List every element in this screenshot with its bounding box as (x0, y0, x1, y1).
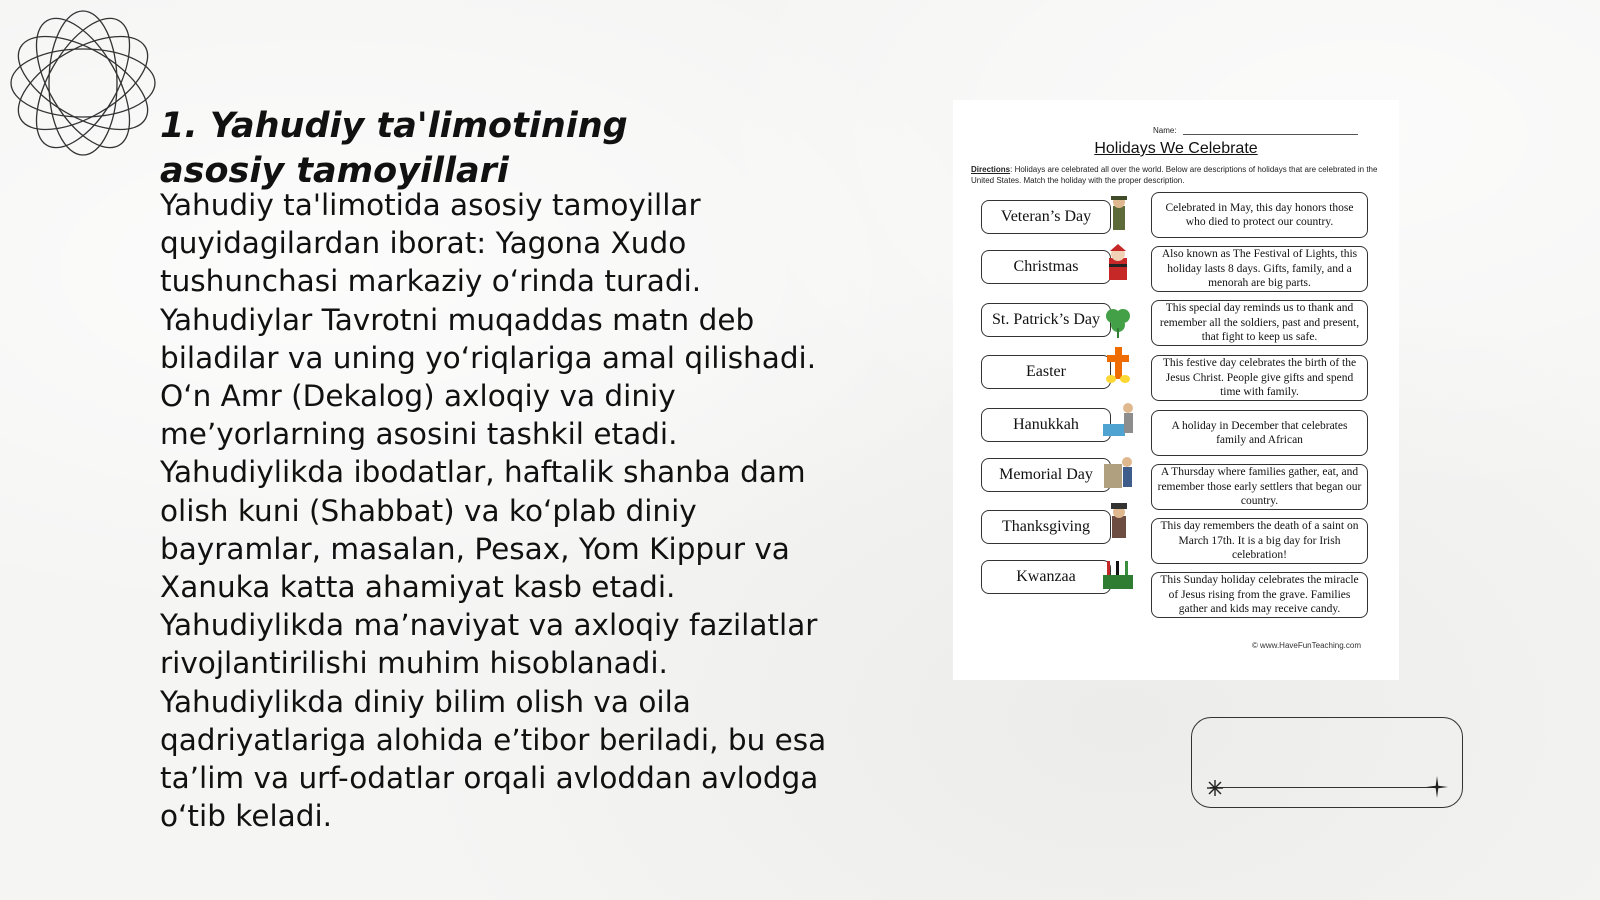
description-box: A holiday in December that celebrates family and African (1151, 410, 1368, 456)
description-box: This special day reminds us to thank and remember all the soldiers, past and present, that fight to keep us safe. (1151, 300, 1368, 346)
holiday-box: Hanukkah (981, 408, 1111, 442)
description-box: This day remembers the death of a saint on March 17th. It is a big day for Irish celebration! (1151, 518, 1368, 564)
soldier-icon (1101, 194, 1135, 234)
decorative-frame (1191, 717, 1463, 808)
worksheet-title: Holidays We Celebrate (1094, 140, 1258, 157)
description-box: Celebrated in May, this day honors those who died to protect our country. (1151, 192, 1368, 238)
holiday-box: Christmas (981, 250, 1111, 284)
pilgrim-icon (1101, 502, 1135, 542)
holiday-box: Memorial Day (981, 458, 1111, 492)
holiday-box: Veteran’s Day (981, 200, 1111, 234)
menorah-icon (1101, 400, 1135, 440)
holiday-box: Easter (981, 355, 1111, 389)
holiday-box: Kwanzaa (981, 560, 1111, 594)
worksheet-name-line (1183, 134, 1358, 135)
slide-body-text: Yahudiy ta'limotida asosiy tamoyillar quyidagilardan iborat: Yagona Xudo tushunchasi markaziy o‘rinda turadi. Yahudiylar Tavrotni muqaddas matn deb biladilar va uning yo‘riqlariga amal qilishadi. O‘n Amr (Dekalog) axloqiy va diniy me’yorlarning asosini tashkil etadi. Yahudiylikda ibodatlar, haftalik shanba dam olish kuni (Shabbat) va ko‘plab diniy bayramlar, masalan, Pesax, Yom Kippur va Xanuka katta ahamiyat kasb etadi. Yahudiylikda ma’naviyat va axloqiy fazilatlar rivojlantirilishi muhim hisoblanadi. Yahudiylikda diniy bilim olish va oila qadriyatlariga alohida e’tibor beriladi, bu esa ta’lim va urf-odatlar orqali avloddan avlodga o‘tib keladi. (160, 188, 827, 834)
memorial-icon (1101, 452, 1135, 492)
directions-text: : Holidays are celebrated all over the world. Below are descriptions of holidays that are celebrated in the United States. Match the holiday with the proper description. (971, 165, 1378, 185)
shamrock-icon (1101, 300, 1135, 340)
description-box: This festive day celebrates the birth of the Jesus Christ. People give gifts and spend time with family. (1151, 355, 1368, 401)
directions-label: Directions (971, 165, 1011, 174)
star-cross-icon (1426, 776, 1448, 798)
description-box: A Thursday where families gather, eat, and remember those early settlers that began our country. (1151, 464, 1368, 510)
worksheet-image (953, 100, 1399, 680)
sparkle-icon (1206, 779, 1224, 797)
easter-cross-icon (1101, 345, 1135, 385)
worksheet-footer: © www.HaveFunTeaching.com (1251, 641, 1361, 650)
worksheet-name-label: Name: (1153, 126, 1177, 135)
description-box: Also known as The Festival of Lights, this holiday lasts 8 days. Gifts, family, and a menorah are big parts. (1151, 246, 1368, 292)
spirograph-decoration (8, 8, 158, 158)
holiday-box: St. Patrick’s Day (981, 303, 1111, 337)
worksheet-directions (971, 164, 1381, 186)
kwanzaa-icon (1101, 555, 1135, 595)
slide-title: 1. Yahudiy ta'limotining asosiy tamoyillari (160, 106, 628, 191)
holiday-box: Thanksgiving (981, 510, 1111, 544)
description-box: This Sunday holiday celebrates the miracle of Jesus rising from the grave. Families gather and kids may receive candy. (1151, 572, 1368, 618)
decorative-line (1210, 787, 1440, 788)
santa-icon (1101, 244, 1135, 284)
